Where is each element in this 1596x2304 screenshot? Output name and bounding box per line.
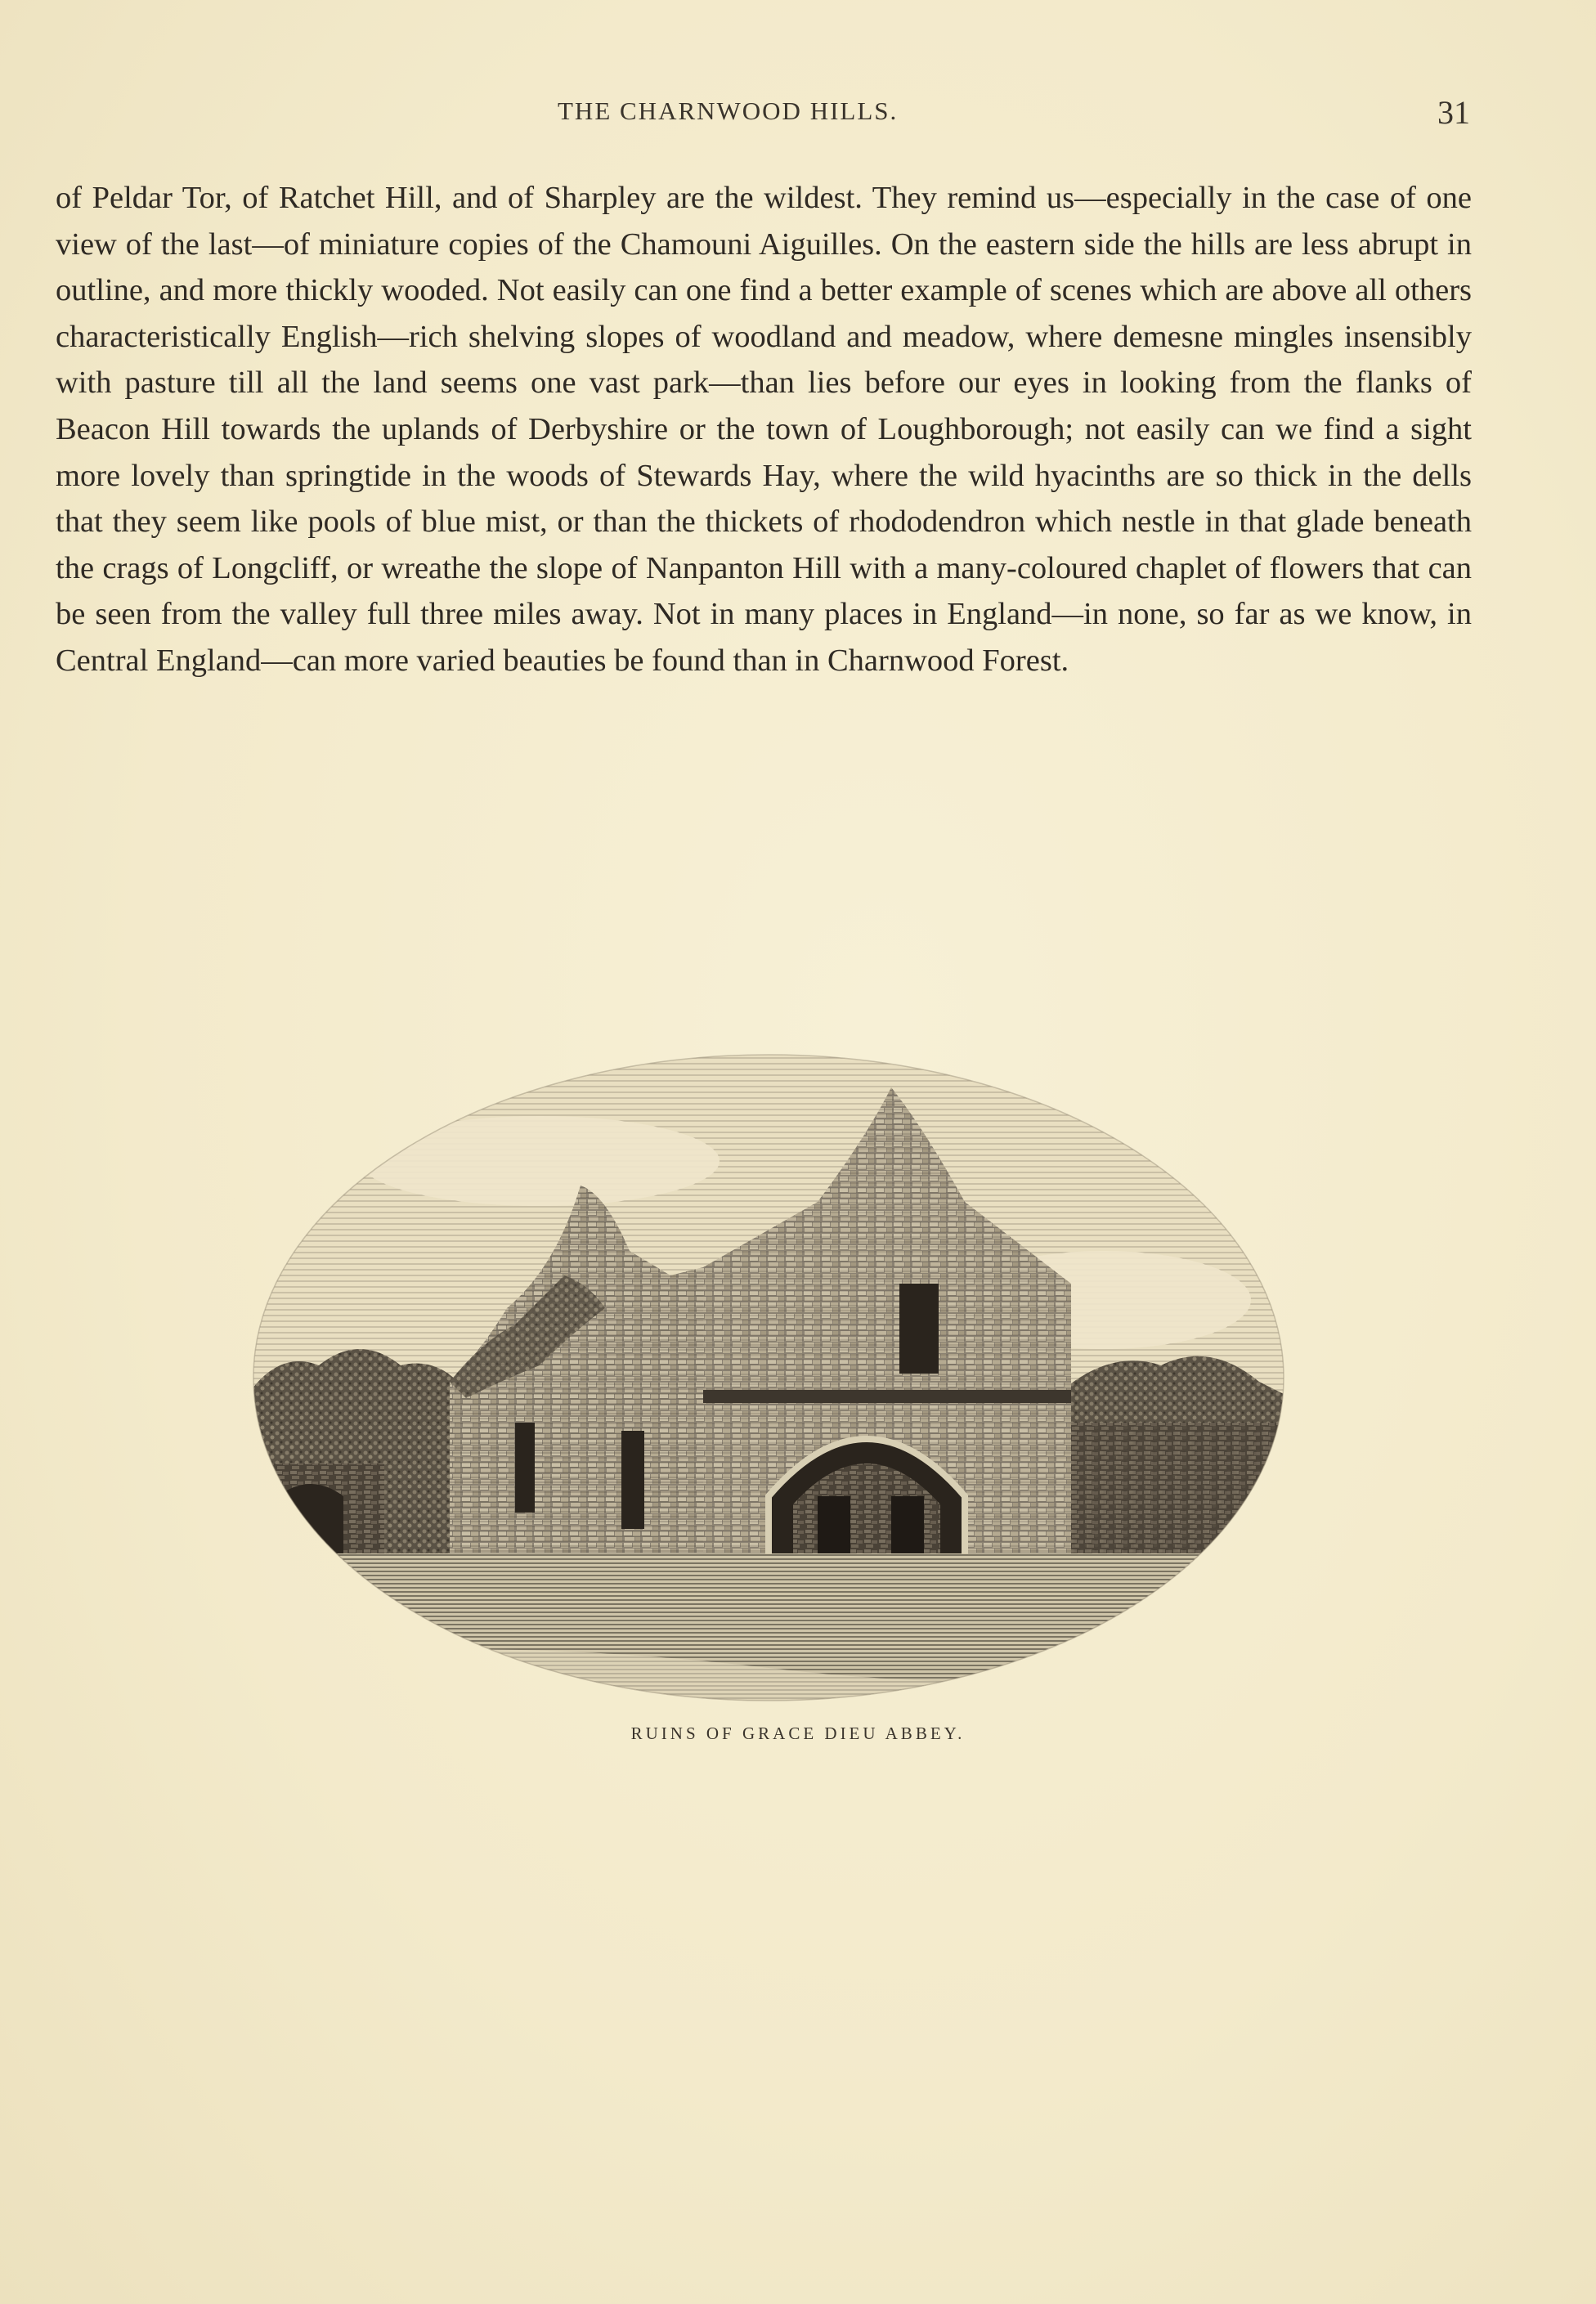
- page-number: 31: [1437, 94, 1470, 131]
- running-title: THE CHARNWOOD HILLS.: [558, 96, 899, 125]
- body-text: [56, 175, 1472, 684]
- engraving-scene: [245, 1038, 1292, 1717]
- body-paragraph: of Peldar Tor, of Ratchet Hill, and of Sharpley are the wildest. They remind us—especially in the case of one view of the last—of miniature copies of the Chamouni Aiguilles. On the eastern side the hills are less abrupt in outline, and more thickly wooded. Not easily can one find a better example of scenes which are above all others characteristically English—rich shelving slopes of woodland and meadow, where demesne mingles insensibly with pasture till all the land seems one vast park—than lies before our eyes in looking from the flanks of Beacon Hill towards the uplands of Derbyshire or the town of Loughborough; not easily can we find a sight more lovely than springtide in the woods of Stewards Hay, where the wild hyacinths are so thick in the dells that they seem like pools of blue mist, or than the thickets of rhododendron which nestle in that glade beneath the crags of Longcliff, or wreathe the slope of Nanpanton Hill with a many-coloured chaplet of flowers that can be seen from the valley full three miles away. Not in many places in England—in none, so far as we know, in Central England—can more varied beauties be found than in Charnwood Forest.: [56, 181, 1472, 678]
- running-head: [0, 96, 1596, 129]
- figure-caption: RUINS OF GRACE DIEU ABBEY.: [630, 1724, 966, 1743]
- abbey-engraving: [245, 1038, 1292, 1717]
